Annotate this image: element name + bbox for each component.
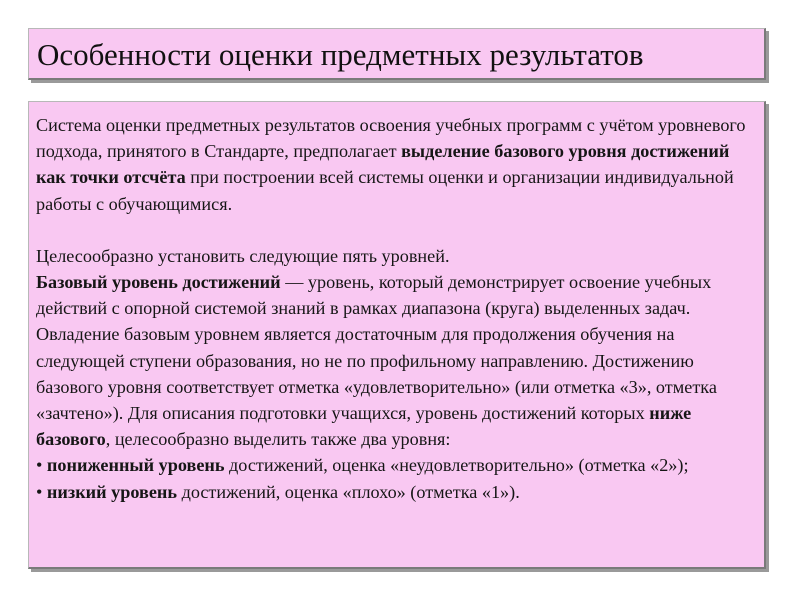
bold-phrase: выделение базового уровня достижений как точки отсчёта [36, 141, 730, 188]
paragraph-text: , целесообразно выделить также два уровня: [105, 429, 451, 450]
paragraph-gap [36, 217, 756, 243]
bold-phrase: низкий уровень [46, 481, 178, 502]
title-box [28, 28, 766, 80]
bold-phrase: ниже базового [36, 403, 692, 450]
bold-phrase: пониженный уровень [46, 455, 225, 476]
bullet-marker: • [36, 455, 47, 476]
paragraph-five-levels: Целесообразно установить следующие пять уровней. [36, 245, 450, 266]
bullet-low-level [36, 479, 756, 505]
bold-phrase: Базовый уровень достижений [36, 272, 281, 293]
bullet-lowered-level [36, 452, 756, 478]
content-text [36, 112, 756, 505]
paragraph-text: достижений, оценка «плохо» (отметка «1»). [177, 481, 520, 502]
paragraph-text: при построении всей системы оценки и организации индивидуальной работы с обучающимися. [36, 167, 734, 214]
slide-title: Особенности оценки предметных результатов [37, 37, 644, 72]
paragraph-text: достижений, оценка «неудовлетворительно» (отметка «2»); [224, 455, 689, 476]
bullet-marker: • [36, 481, 47, 502]
content-box [28, 101, 766, 569]
paragraph-text: — уровень, который демонстрирует освоение учебных действий с опорной системой знаний в рамках диапазона (круга) выделенных задач. Овладение базовым уровнем является достаточным для продолжения обучения на следующей ступени образования, но не по профильному направлению. Достижению базового уровня соответствует отметка «удовлетворительно» (или отметка «3», отметка «зачтено»). Для описания подготовки учащихся, уровень достижений которых [36, 272, 717, 424]
paragraph-base-level [36, 269, 756, 452]
paragraph-text: Система оценки предметных результатов освоения учебных программ с учётом уровневого подхода, принятого в Стандарте, предполагает [36, 115, 746, 162]
paragraph-system-description [36, 112, 756, 217]
